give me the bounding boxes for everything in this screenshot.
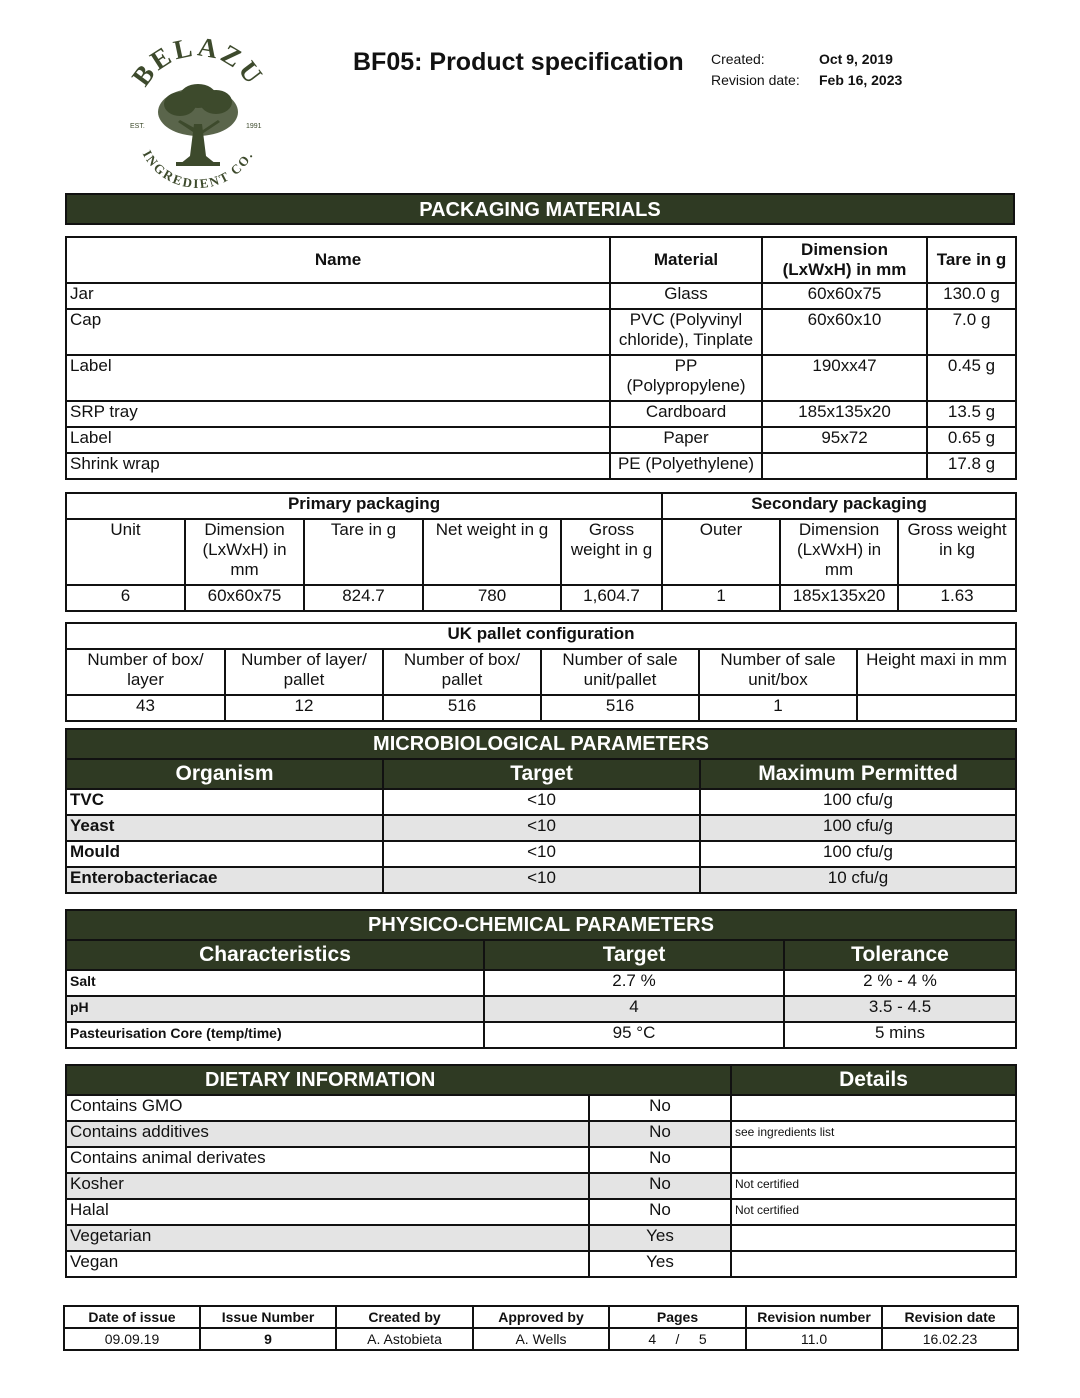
table-row <box>66 789 1016 815</box>
dietary-value: No <box>589 1095 731 1121</box>
col-header-max-height: Height maxi in mm <box>857 649 1016 695</box>
dietary-value: No <box>589 1199 731 1225</box>
table-row <box>66 309 1016 355</box>
footer-pages: 4 / 5 <box>609 1328 746 1350</box>
characteristic-name: Salt <box>66 970 484 996</box>
table-cell: 1 <box>699 695 857 721</box>
material-tare: 0.65 g <box>927 427 1016 453</box>
material-type: PE (Polyethylene) <box>610 453 762 479</box>
table-row <box>66 1173 1016 1199</box>
dietary-details: Not certified <box>731 1199 1016 1225</box>
col-header-layer-per-pallet: Number of layer/ pallet <box>225 649 383 695</box>
dietary-value: Yes <box>589 1225 731 1251</box>
table-row <box>66 867 1016 893</box>
material-name: SRP tray <box>66 401 610 427</box>
logo-year-label: 1991 <box>246 123 262 130</box>
table-row <box>66 1251 1016 1277</box>
characteristic-target: 2.7 % <box>484 970 784 996</box>
table-row <box>66 1095 1016 1121</box>
dietary-details <box>731 1095 1016 1121</box>
dietary-details <box>731 1147 1016 1173</box>
table-row <box>66 355 1016 401</box>
table-row <box>66 695 1016 721</box>
col-header-target: Target <box>383 759 700 789</box>
col-header-target: Target <box>484 940 784 970</box>
organism-name: Enterobacteriacae <box>66 867 383 893</box>
microbiological-heading: MICROBIOLOGICAL PARAMETERS <box>66 729 1016 759</box>
organism-max: 100 cfu/g <box>700 841 1016 867</box>
organism-target: <10 <box>383 841 700 867</box>
col-header-sale-unit-per-pallet: Number of sale unit/pallet <box>541 649 699 695</box>
material-type: Cardboard <box>610 401 762 427</box>
material-type: Glass <box>610 283 762 309</box>
material-type: Paper <box>610 427 762 453</box>
footer-created-by: A. Astobieta <box>336 1328 473 1350</box>
dietary-value: No <box>589 1121 731 1147</box>
table-cell: 6 <box>66 585 185 611</box>
characteristic-name: pH <box>66 996 484 1022</box>
dietary-item: Vegan <box>66 1251 589 1277</box>
dietary-item: Contains additives <box>66 1121 589 1147</box>
col-header-name: Name <box>66 237 610 283</box>
footer-header-revision-date: Revision date <box>882 1306 1018 1328</box>
table-cell: 516 <box>383 695 541 721</box>
svg-text:BELAZU <box>126 38 270 91</box>
logo-est-label: EST. <box>130 123 145 130</box>
col-header-secondary-gross-weight: Gross weight in kg <box>898 519 1016 585</box>
organism-max: 10 cfu/g <box>700 867 1016 893</box>
pallet-configuration-heading: UK pallet configuration <box>66 623 1016 649</box>
table-cell: 12 <box>225 695 383 721</box>
logo-sub-text: INGREDIENT CO. <box>139 147 257 190</box>
col-header-material: Material <box>610 237 762 283</box>
material-type: PP (Polypropylene) <box>610 355 762 401</box>
col-header-outer: Outer <box>662 519 780 585</box>
table-cell: 780 <box>423 585 561 611</box>
footer-header-date-of-issue: Date of issue <box>64 1306 200 1328</box>
table-row <box>66 996 1016 1022</box>
footer-revision-date: 16.02.23 <box>882 1328 1018 1350</box>
footer-header-issue-number: Issue Number <box>200 1306 336 1328</box>
footer-header-revision-number: Revision number <box>746 1306 882 1328</box>
col-header-primary-dimension: Dimension (LxWxH) in mm <box>185 519 304 585</box>
material-name: Jar <box>66 283 610 309</box>
characteristic-name: Pasteurisation Core (temp/time) <box>66 1022 484 1048</box>
material-tare: 7.0 g <box>927 309 1016 355</box>
organism-max: 100 cfu/g <box>700 815 1016 841</box>
table-row <box>66 453 1016 479</box>
table-row <box>66 1199 1016 1225</box>
col-header-tare: Tare in g <box>927 237 1016 283</box>
table-cell: 824.7 <box>304 585 423 611</box>
footer-revision-number: 11.0 <box>746 1328 882 1350</box>
table-row <box>66 283 1016 309</box>
revision-date-value: Feb 16, 2023 <box>819 72 903 88</box>
table-row <box>66 1225 1016 1251</box>
table-row <box>66 815 1016 841</box>
organism-name: TVC <box>66 789 383 815</box>
material-tare: 17.8 g <box>927 453 1016 479</box>
dietary-value: Yes <box>589 1251 731 1277</box>
document-footer-table <box>63 1305 1019 1351</box>
characteristic-tolerance: 2 % - 4 % <box>784 970 1016 996</box>
material-tare: 0.45 g <box>927 355 1016 401</box>
col-header-characteristics: Characteristics <box>66 940 484 970</box>
characteristic-target: 4 <box>484 996 784 1022</box>
col-header-details: Details <box>731 1065 1016 1095</box>
material-name: Shrink wrap <box>66 453 610 479</box>
dietary-item: Contains GMO <box>66 1095 589 1121</box>
table-row <box>64 1328 1018 1350</box>
table-cell: 60x60x75 <box>185 585 304 611</box>
table-cell: 43 <box>66 695 225 721</box>
material-dimension: 95x72 <box>762 427 927 453</box>
dietary-value: No <box>589 1147 731 1173</box>
col-header-maximum-permitted: Maximum Permitted <box>700 759 1016 789</box>
col-header-primary-tare: Tare in g <box>304 519 423 585</box>
physico-chemical-heading: PHYSICO-CHEMICAL PARAMETERS <box>66 910 1016 940</box>
table-cell: 516 <box>541 695 699 721</box>
dietary-details: Not certified <box>731 1173 1016 1199</box>
table-row <box>66 1147 1016 1173</box>
created-date: Oct 9, 2019 <box>819 51 893 67</box>
col-header-secondary-dimension: Dimension (LxWxH) in mm <box>780 519 898 585</box>
col-header-net-weight: Net weight in g <box>423 519 561 585</box>
dietary-details <box>731 1225 1016 1251</box>
material-dimension <box>762 453 927 479</box>
material-name: Label <box>66 355 610 401</box>
col-header-gross-weight: Gross weight in g <box>561 519 662 585</box>
dietary-item: Kosher <box>66 1173 589 1199</box>
table-row <box>66 970 1016 996</box>
footer-issue-number: 9 <box>200 1328 336 1350</box>
dietary-information-heading: DIETARY INFORMATION <box>66 1065 731 1095</box>
footer-header-created-by: Created by <box>336 1306 473 1328</box>
organism-name: Mould <box>66 841 383 867</box>
col-header-sale-unit-per-box: Number of sale unit/box <box>699 649 857 695</box>
material-type: PVC (Polyvinyl chloride), Tinplate <box>610 309 762 355</box>
organism-max: 100 cfu/g <box>700 789 1016 815</box>
dietary-item: Contains animal derivates <box>66 1147 589 1173</box>
table-cell: 185x135x20 <box>780 585 898 611</box>
footer-approved-by: A. Wells <box>473 1328 609 1350</box>
table-cell <box>857 695 1016 721</box>
dietary-item: Vegetarian <box>66 1225 589 1251</box>
organism-target: <10 <box>383 789 700 815</box>
physico-chemical-parameters-table <box>65 909 1017 1049</box>
primary-secondary-packaging-table <box>65 492 1017 612</box>
uk-pallet-configuration-table <box>65 622 1017 722</box>
table-row <box>66 427 1016 453</box>
material-dimension: 185x135x20 <box>762 401 927 427</box>
material-name: Cap <box>66 309 610 355</box>
table-row <box>66 1121 1016 1147</box>
characteristic-tolerance: 5 mins <box>784 1022 1016 1048</box>
dietary-details <box>731 1251 1016 1277</box>
table-row <box>66 1022 1016 1048</box>
dietary-information-table <box>65 1064 1017 1278</box>
material-dimension: 60x60x75 <box>762 283 927 309</box>
material-tare: 13.5 g <box>927 401 1016 427</box>
organism-name: Yeast <box>66 815 383 841</box>
material-dimension: 190xx47 <box>762 355 927 401</box>
table-row <box>66 841 1016 867</box>
logo-brand-text: BELAZU <box>125 38 271 92</box>
col-header-dimension: Dimension (LxWxH) in mm <box>762 237 927 283</box>
col-header-tolerance: Tolerance <box>784 940 1016 970</box>
table-row <box>66 401 1016 427</box>
characteristic-target: 95 °C <box>484 1022 784 1048</box>
olive-tree-icon <box>158 84 238 166</box>
company-logo <box>118 38 278 190</box>
created-label: Created: <box>711 51 765 67</box>
primary-packaging-heading: Primary packaging <box>66 493 662 519</box>
microbiological-parameters-table <box>65 728 1017 894</box>
organism-target: <10 <box>383 815 700 841</box>
secondary-packaging-heading: Secondary packaging <box>662 493 1016 519</box>
characteristic-tolerance: 3.5 - 4.5 <box>784 996 1016 1022</box>
material-dimension: 60x60x10 <box>762 309 927 355</box>
col-header-organism: Organism <box>66 759 383 789</box>
dietary-item: Halal <box>66 1199 589 1225</box>
col-header-box-per-layer: Number of box/ layer <box>66 649 225 695</box>
material-name: Label <box>66 427 610 453</box>
dietary-value: No <box>589 1173 731 1199</box>
material-tare: 130.0 g <box>927 283 1016 309</box>
page-title: BF05: Product specification <box>353 48 684 76</box>
dietary-details: see ingredients list <box>731 1121 1016 1147</box>
packaging-materials-heading: PACKAGING MATERIALS <box>65 193 1015 225</box>
footer-date-of-issue: 09.09.19 <box>64 1328 200 1350</box>
organism-target: <10 <box>383 867 700 893</box>
table-cell: 1 <box>662 585 780 611</box>
col-header-unit: Unit <box>66 519 185 585</box>
revision-date-label: Revision date: <box>711 72 800 88</box>
col-header-box-per-pallet: Number of box/ pallet <box>383 649 541 695</box>
table-row <box>66 585 1016 611</box>
footer-header-pages: Pages <box>609 1306 746 1328</box>
table-cell: 1,604.7 <box>561 585 662 611</box>
table-cell: 1.63 <box>898 585 1016 611</box>
footer-header-approved-by: Approved by <box>473 1306 609 1328</box>
packaging-table <box>65 236 1017 480</box>
